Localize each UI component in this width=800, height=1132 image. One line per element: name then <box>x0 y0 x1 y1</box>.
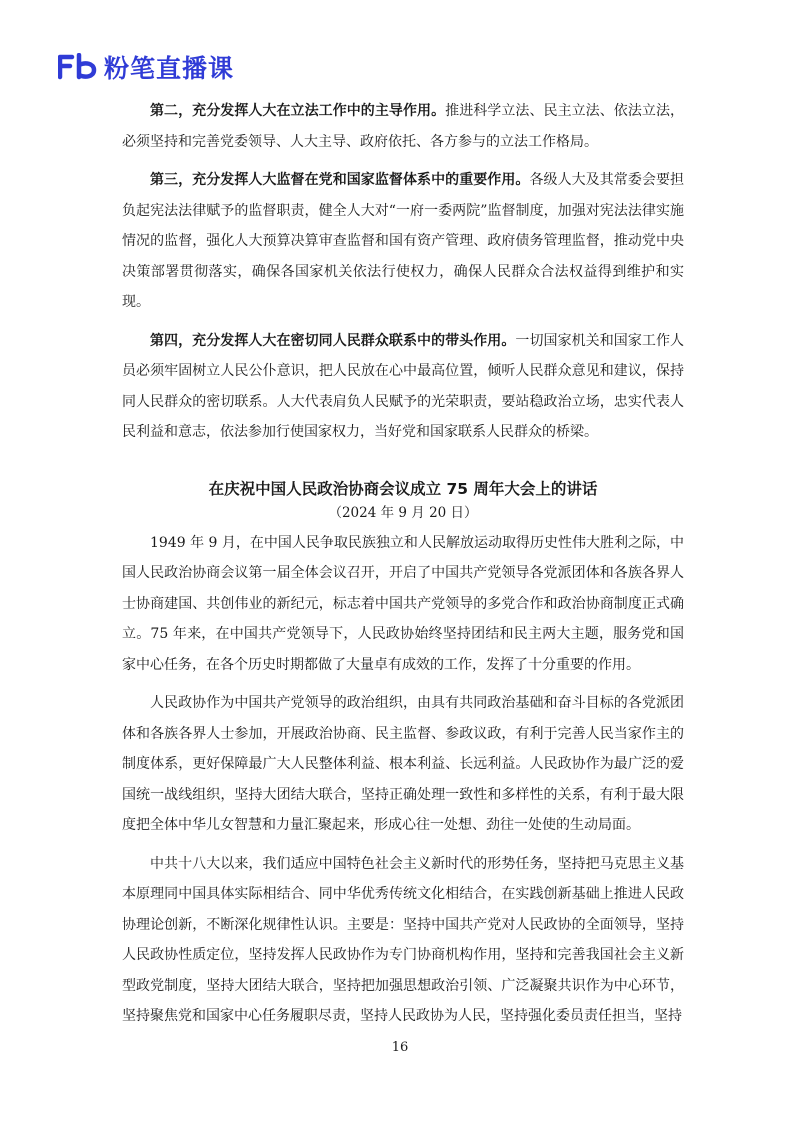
paragraph-lead: 第三，充分发挥人大监督在党和国家监督体系中的重要作用。 <box>150 172 530 188</box>
paragraph-lead: 第四，充分发挥人大在密切同人民群众联系中的带头作用。 <box>150 332 516 349</box>
section-paragraph: 人民政协作为中国共产党领导的政治组织，由具有共同政治基础和奋斗目标的各党派团体和各族各界人士参加，开展政治协商、民主监督、参政议政，有利于完善人民当家作主的制度体系，更好保障最广大人民整体利益、根本利益、长远利益。人民政协作为最广泛的爱国统一战线组织，坚持大团结大联合，坚持正确处理一致性和多样性的关系，有利于最大限度把全体中华儿女智慧和力量汇聚起来，形成心往一处想、劲往一处使的生动局面。 <box>122 695 684 833</box>
section-title: 在庆祝中国人民政治协商会议成立 75 周年大会上的讲话 <box>208 479 598 498</box>
paragraph-text: 一切国家机关和国家工作人员必须牢固树立人民公仆意识，把人民放在心中最高位置，倾听人民群众意见和建议，保持同人民群众的密切联系。人大代表肩负人民赋予的光荣职责，要站稳政治立场，忠实代表人民利益和意志，依法参加行使国家权力，当好党和国家联系人民群众的桥梁。 <box>122 332 685 440</box>
fb-logo-icon <box>58 53 98 81</box>
page-number: 16 <box>391 1040 409 1055</box>
paragraph-text: 推进科学立法、民主立法、依法立法，必须坚持和完善党委领导、人大主导、政府依托、各方参与的立法工作格局。 <box>122 103 685 150</box>
section-date: （2024 年 9 月 20 日） <box>328 504 478 521</box>
brand-name: 粉笔直播课 <box>104 54 235 83</box>
section-paragraph: 中共十八大以来，我们适应中国特色社会主义新时代的形势任务，坚持把马克思主义基本原理同中国具体实际相结合、同中华优秀传统文化相结合，在实践创新基础上推进人民政协理论创新，不断深化规律性认识。主要是：坚持中国共产党对人民政协的全面领导，坚持人民政协性质定位，坚持发挥人民政协作为专门协商机构作用，坚持和完善我国社会主义新型政党制度，坚持大团结大联合，坚持把加强思想政治引领、广泛凝聚共识作为中心环节，坚持聚焦党和国家中心任务履职尽责，坚持人民政协为人民，坚持强化委员责任担当，坚持 <box>122 855 684 1024</box>
paragraph-lead: 第二，充分发挥人大在立法工作中的主导作用。 <box>150 103 446 119</box>
section-paragraph: 1949 年 9 月，在中国人民争取民族独立和人民解放运动取得历史性伟大胜利之际，中国人民政治协商会议第一届全体会议召开，开启了中国共产党领导各党派团体和各族各界人士协商建国、共创伟业的新纪元，标志着中国共产党领导的多党合作和政治协商制度正式确立。75 年来，在中国共产党领导下，人民政协始终坚持团结和民主两大主题，服务党和国家中心任务，在各个历史时期都做了大量卓有成效的工作，发挥了十分重要的作用。 <box>122 534 684 673</box>
paragraph-third <box>122 165 684 318</box>
paragraph-text: 各级人大及其常委会要担负起宪法法律赋予的监督职责，健全人大对“一府一委两院”监督制度，加强对宪法法律实施情况的监督，强化人大预算决算审查监督和国有资产管理、政府债务管理监督，推动党中央决策部署贯彻落实，确保各国家机关依法行使权力，确保人民群众合法权益得到维护和实现。 <box>122 172 685 310</box>
paragraph-fourth <box>122 326 684 448</box>
page-header <box>58 50 234 84</box>
document-body <box>122 96 684 1040</box>
paragraph-second <box>122 96 684 157</box>
